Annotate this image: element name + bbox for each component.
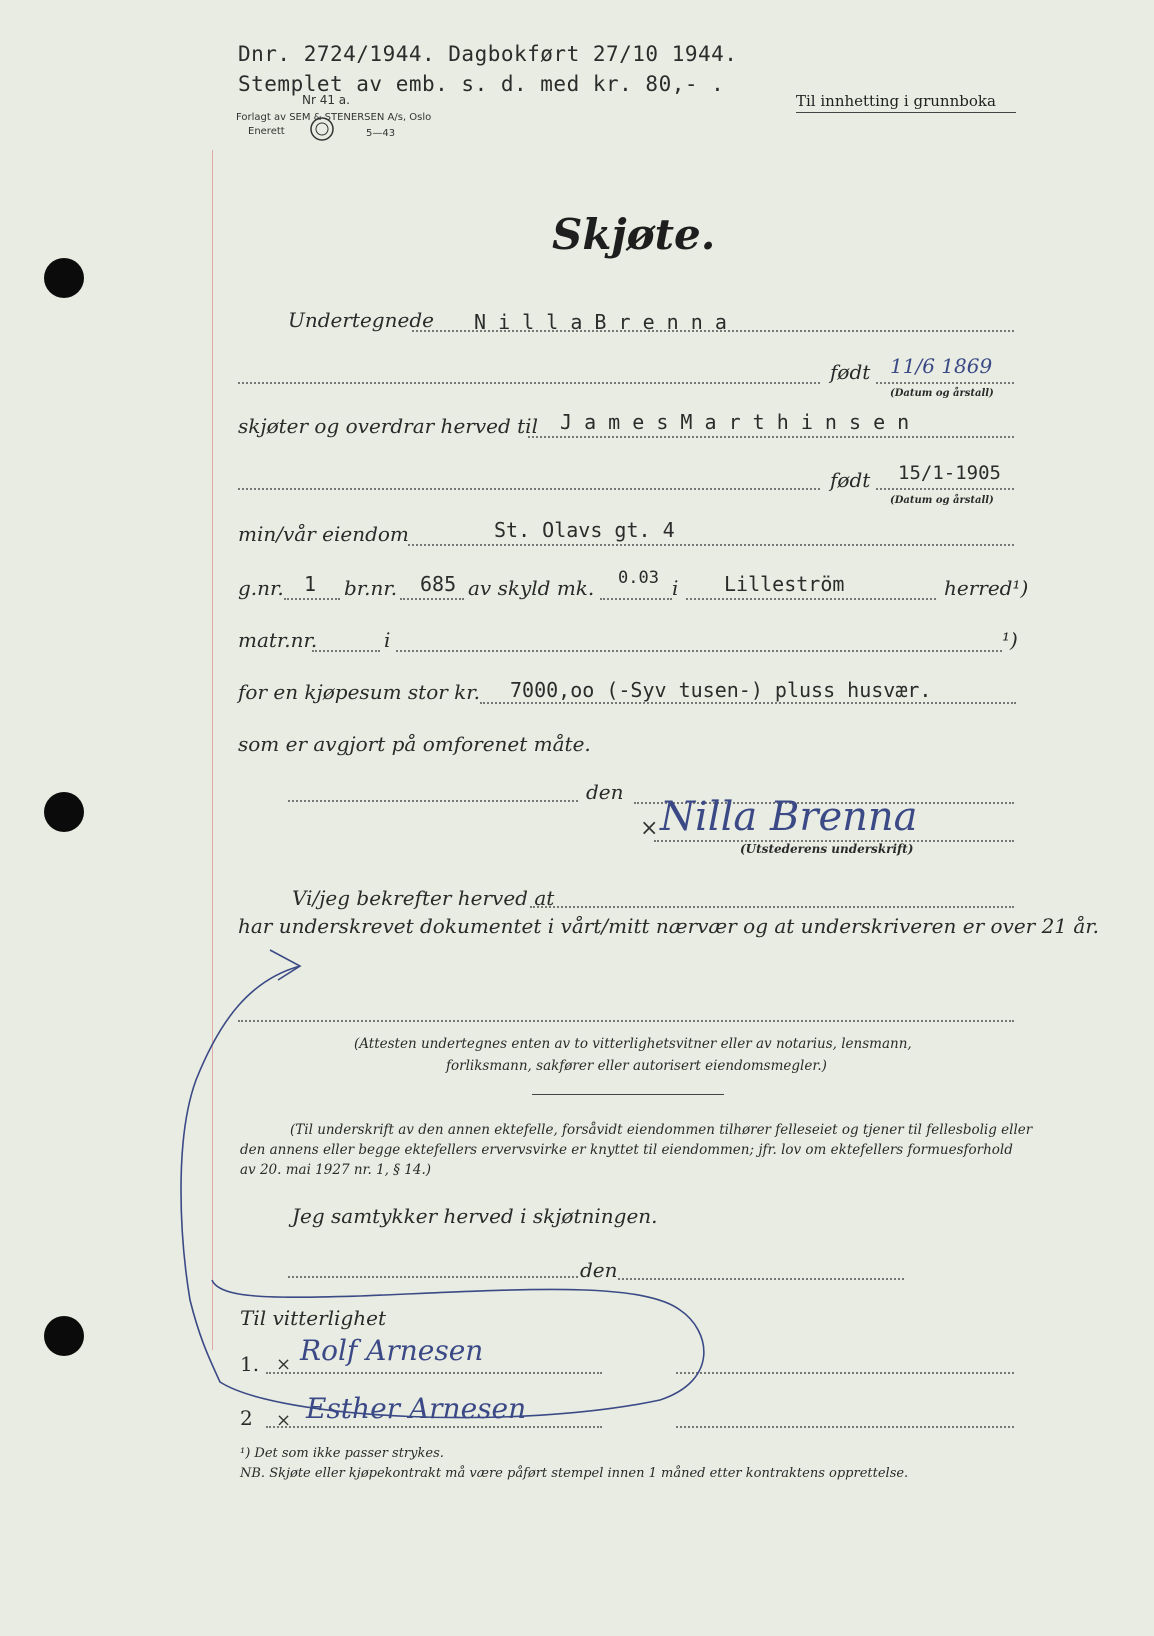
undertegnede-label: Undertegnede: [288, 308, 434, 332]
seller-born-line: [876, 382, 1014, 384]
den-label: den: [586, 780, 624, 804]
witness-1-mark: ×: [276, 1354, 292, 1375]
punch-hole: [44, 1316, 84, 1356]
confirm-text: har underskrevet dokumentet i vårt/mitt nærvær og at underskriveren er over 21 år.: [238, 914, 1100, 938]
price-label: for en kjøpesum stor kr.: [238, 680, 481, 704]
price-value: 7000,oo (-Syv tusen-) pluss husvær.: [510, 678, 932, 702]
buyer-extra-line: [238, 488, 820, 490]
gnr-label: g.nr.: [238, 576, 284, 600]
skyld-line: [600, 598, 672, 600]
punch-hole: [44, 258, 84, 298]
place-date-line: [288, 800, 578, 802]
witness-2-signature: Esther Arnesen: [306, 1392, 527, 1425]
matr-suffix: ¹): [1002, 628, 1018, 652]
witness-1-address-line: [676, 1372, 1014, 1374]
brnr-label: br.nr.: [344, 576, 398, 600]
registry-note: Til innhetting i grunnboka: [796, 92, 996, 110]
spouse-note-2: den annens eller begge ektefellers ervervsvirke er knyttet til eiendommen; jfr. lov om ektefellers formuesforhold: [240, 1142, 1013, 1158]
diary-number-line: Dnr. 2724/1944. Dagbokført 27/10 1944.: [238, 42, 738, 66]
transfer-label: skjøter og overdrar herved til: [238, 414, 538, 438]
matr-label: matr.nr.: [238, 628, 318, 652]
rights-label: Enerett: [248, 126, 285, 137]
property-address: St. Olavs gt. 4: [494, 518, 675, 542]
form-number: Nr 41 a.: [302, 93, 350, 107]
confirm-line: [530, 906, 1014, 908]
eiendom-label: min/vår eiendom: [238, 522, 409, 546]
stamp-line: Stemplet av emb. s. d. med kr. 80,- .: [238, 72, 725, 96]
footnote-nb: NB. Skjøte eller kjøpekontrakt må være påført stempel innen 1 måned etter kontraktens opprettelse.: [240, 1466, 909, 1481]
matr-i-label: i: [384, 628, 391, 652]
spouse-note-3: av 20. mai 1927 nr. 1, § 14.): [240, 1162, 432, 1178]
spouse-note-1: (Til underskrift av den annen ektefelle, forsåvidt eiendommen tilhører felleseiet og tjener til fellesbolig eller: [290, 1122, 1033, 1138]
witness-1-number: 1.: [240, 1352, 260, 1376]
buyer-birthdate: 15/1-1905: [898, 462, 1001, 484]
herred-label: herred¹): [944, 576, 1029, 600]
gnr-value: 1: [304, 572, 317, 596]
signature-hint: (Utstederens underskrift): [740, 842, 914, 856]
form-date: 5—43: [366, 128, 396, 139]
gnr-line: [284, 598, 340, 600]
settled-text: som er avgjort på omforenet måte.: [238, 732, 591, 756]
witness-1-signature: Rolf Arnesen: [300, 1334, 484, 1367]
skyld-value: 0.03: [618, 568, 659, 588]
hand-drawn-loop: [160, 940, 720, 1440]
witness-2-number: 2: [240, 1406, 253, 1430]
seller-extra-line: [238, 382, 820, 384]
seller-birthdate: 11/6 1869: [890, 354, 993, 378]
matr-line: [312, 650, 380, 652]
witness-2-mark: ×: [276, 1410, 292, 1431]
attest-note-1: (Attesten undertegnes enten av to vitterlighetsvitner eller av notarius, lensmann,: [354, 1036, 912, 1052]
herred-line: [686, 598, 936, 600]
witness-label: Til vitterlighet: [240, 1306, 387, 1330]
witness-2-address-line: [676, 1426, 1014, 1428]
buyer-line: [528, 436, 1014, 438]
buyer-name: J a m e s M a r t h i n s e n: [560, 410, 910, 434]
herred-value: Lilleström: [724, 572, 845, 596]
fodt-label-2: født: [830, 468, 871, 492]
den-label-2: den: [580, 1258, 618, 1282]
footnote-1: ¹) Det som ikke passer strykes.: [240, 1446, 444, 1461]
document-title: Skjøte.: [552, 210, 716, 259]
punch-hole: [44, 792, 84, 832]
i-label: i: [672, 576, 679, 600]
publisher-logo: [308, 116, 336, 142]
skyld-label: av skyld mk.: [468, 576, 595, 600]
publisher: Forlagt av SEM & STENERSEN A/s, Oslo: [236, 112, 432, 123]
registry-underline: [796, 112, 1016, 113]
matr-place-line: [396, 650, 1002, 652]
fodt-label: født: [830, 360, 871, 384]
signature-mark: ×: [640, 816, 659, 841]
seller-name: N i l l a B r e n n a: [474, 310, 727, 334]
seller-signature: Nilla Brenna: [660, 794, 918, 840]
property-line: [408, 544, 1014, 546]
datum-hint-2: (Datum og årstall): [890, 495, 994, 506]
brnr-value: 685: [420, 572, 457, 596]
consent-text: Jeg samtykker herved i skjøtningen.: [292, 1204, 658, 1228]
datum-hint: (Datum og årstall): [890, 388, 994, 399]
price-line: [480, 702, 1016, 704]
confirm-label: Vi/jeg bekrefter herved at: [292, 886, 555, 910]
buyer-born-line: [876, 488, 1014, 490]
attest-note-2: forliksmann, sakfører eller autorisert eiendomsmegler.): [446, 1058, 827, 1074]
brnr-line: [400, 598, 464, 600]
